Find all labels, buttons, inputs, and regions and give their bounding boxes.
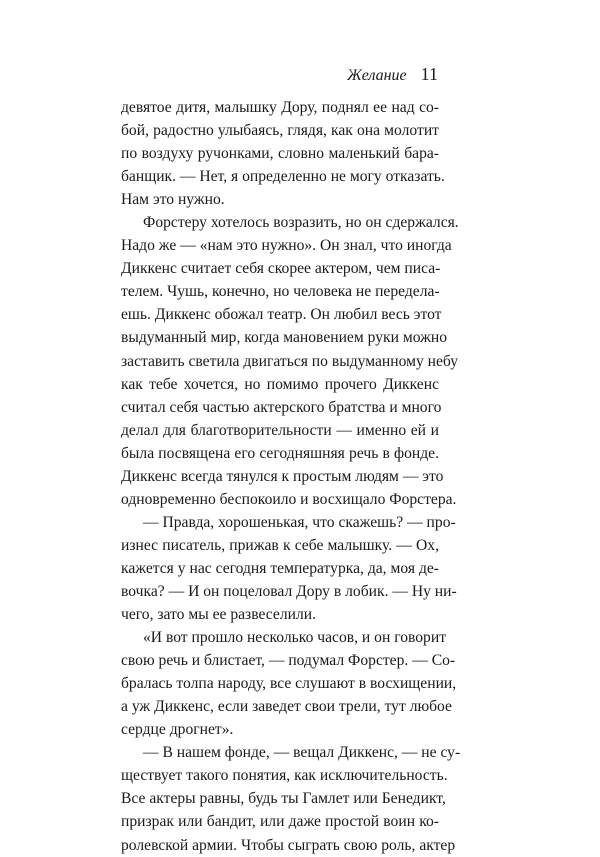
- text-line: изнес писатель, прижав к себе малышку. — Ох,: [121, 536, 439, 554]
- text-line: кажется у нас сегодня температурка, да, моя де-: [121, 559, 439, 577]
- page-number: 11: [420, 64, 438, 84]
- text-line: Диккенс всегда тянулся к простым людям — это: [121, 467, 444, 485]
- text-line: «И вот прошло несколько часов, и он говорит: [143, 629, 447, 647]
- text-line: заставить светила двигаться по выдуманному небу: [121, 352, 459, 370]
- text-line: бралась толпа народу, все слушают в восхищении,: [121, 675, 457, 693]
- text-line: Надо же — «нам это нужно». Он знал, что иногда: [121, 237, 452, 255]
- text-line: девятое дитя, малышку Дору, поднял ее над со-: [121, 99, 439, 116]
- text-line: ществует такого понятия, как исключительность.: [121, 767, 448, 785]
- running-head: [347, 64, 438, 85]
- text-line: — В нашем фонде, — вещал Диккенс, — не су-: [143, 744, 461, 762]
- text-line: была посвящена его сегодняшняя речь в фонде.: [121, 444, 439, 462]
- text-line: телем. Чушь, конечно, но человека не переделa-: [121, 283, 440, 301]
- text-line: сердце дрогнет».: [121, 721, 234, 739]
- text-line: Нам это нужно.: [121, 191, 225, 209]
- text-line: как тебе хочется, но помимо прочего Диккенс: [121, 375, 439, 393]
- text-line: ролевской армии. Чтобы сыграть свою роль, актер: [121, 836, 456, 854]
- text-line: банщик. — Нет, я определенно не могу отказать.: [121, 168, 445, 186]
- text-line: ешь. Диккенс обожал театр. Он любил весь этот: [121, 306, 442, 324]
- text-line: вочка? — И он поцеловал Дору в лобик. — Ну ни-: [121, 582, 457, 600]
- text-line: свою речь и блистает, — подумал Форстер. — Со-: [121, 652, 456, 670]
- text-line: бой, радостно улыбаясь, глядя, как она молотит: [121, 122, 439, 140]
- text-line: Диккенс считает себя скорее актером, чем писа-: [121, 260, 441, 278]
- chapter-title: Желание: [347, 67, 407, 84]
- text-line: делал для благотворительности — именно ей и: [121, 421, 439, 439]
- text-line: Форстеру хотелось возразить, но он сдержался.: [143, 214, 459, 232]
- text-line: по воздуху ручонками, словно маленький бара-: [121, 145, 439, 163]
- text-line: Все актеры равны, будь ты Гамлет или Бенедикт,: [121, 790, 446, 808]
- text-line: а уж Диккенс, если заведет свои трели, тут любое: [121, 698, 452, 716]
- body-text: [121, 96, 461, 857]
- text-line: считал себя частью актерского братства и много: [121, 398, 442, 416]
- text-line: одновременно беспокоило и восхищало Форстера.: [121, 490, 457, 508]
- text-line: призрак или бандит, или даже простой воин ко-: [121, 813, 439, 831]
- text-line: чего, зато мы ее развеселили.: [121, 606, 316, 624]
- text-line: — Правда, хорошенькая, что скажешь? — про-: [143, 513, 456, 531]
- text-line: выдуманный мир, когда мановением руки можно: [121, 329, 448, 347]
